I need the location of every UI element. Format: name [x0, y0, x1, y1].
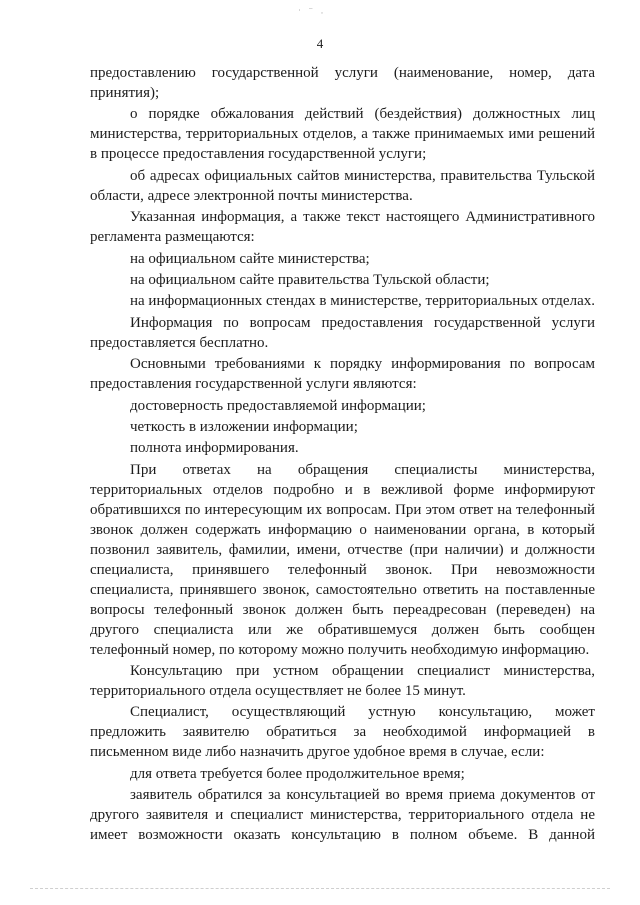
- paragraph-16: для ответа требуется более продолжительное время;: [130, 765, 465, 782]
- paragraph-15: Специалист, осуществляющий устную консультацию, может предложить заявителю обратиться за необходимой информацией в письменном виде либо назначить другое удобное время в случае, если:: [90, 704, 595, 761]
- scan-artifact-mark: ˙ ‾ ·: [298, 8, 327, 18]
- paragraph-5: на официальном сайте министерства;: [130, 250, 370, 267]
- paragraph-13: При ответах на обращения специалисты министерства, территориальных отделов подробно и в вежливой форме информируют обратившихся по интересующим их вопросам. При этом ответ на телефонный звонок должен содержать информацию о наименовании органа, в который позвонил заявитель, фамилии, имени, отчестве (при наличии) и должности специалиста, принявшего телефонный звонок. При невозможности специалиста, принявшего звонок, самостоятельно ответить на поставленные вопросы телефонный звонок должен быть переадресован (переведен) на другого специалиста или же обратившемуся должен быть сообщен телефонный номер, по которому можно получить необходимую информацию.: [90, 461, 595, 658]
- paragraph-7: на информационных стендах в министерстве, территориальных отделах.: [130, 293, 595, 310]
- paragraph-3: об адресах официальных сайтов министерства, правительства Тульской области, адресе электронной почты министерства.: [90, 167, 595, 204]
- paragraph-10: достоверность предоставляемой информации;: [130, 397, 426, 414]
- page-number: 4: [316, 36, 324, 51]
- paragraph-17: заявитель обратился за консультацией во время приема документов от другого заявителя и специалист министерства, территориального отдела не имеет возможности оказать консультацию в полном объеме. В данной: [90, 787, 595, 844]
- paragraph-6: на официальном сайте правительства Тульской области;: [130, 271, 490, 288]
- paragraph-8: Информация по вопросам предоставления государственной услуги предоставляется бесплатно.: [90, 314, 595, 351]
- paragraph-9: Основными требованиями к порядку информирования по вопросам предоставления государственной услуги являются:: [90, 356, 595, 393]
- paragraph-4: Указанная информация, а также текст настоящего Административного регламента размещаются:: [90, 209, 595, 246]
- paragraph-2: о порядке обжалования действий (бездействия) должностных лиц министерства, территориальных отделов, а также принимаемых ими решений в процессе предоставления государственной услуги;: [90, 106, 595, 163]
- document-body: [90, 63, 595, 847]
- paragraph-11: четкость в изложении информации;: [130, 418, 358, 435]
- paragraph-1: предоставлению государственной услуги (наименование, номер, дата принятия);: [90, 65, 595, 101]
- paragraph-14: Консультацию при устном обращении специалист министерства, территориального отдела осуществляет не более 15 минут.: [90, 663, 595, 700]
- paragraph-12: полнота информирования.: [130, 440, 299, 457]
- scan-bottom-edge: [30, 888, 610, 889]
